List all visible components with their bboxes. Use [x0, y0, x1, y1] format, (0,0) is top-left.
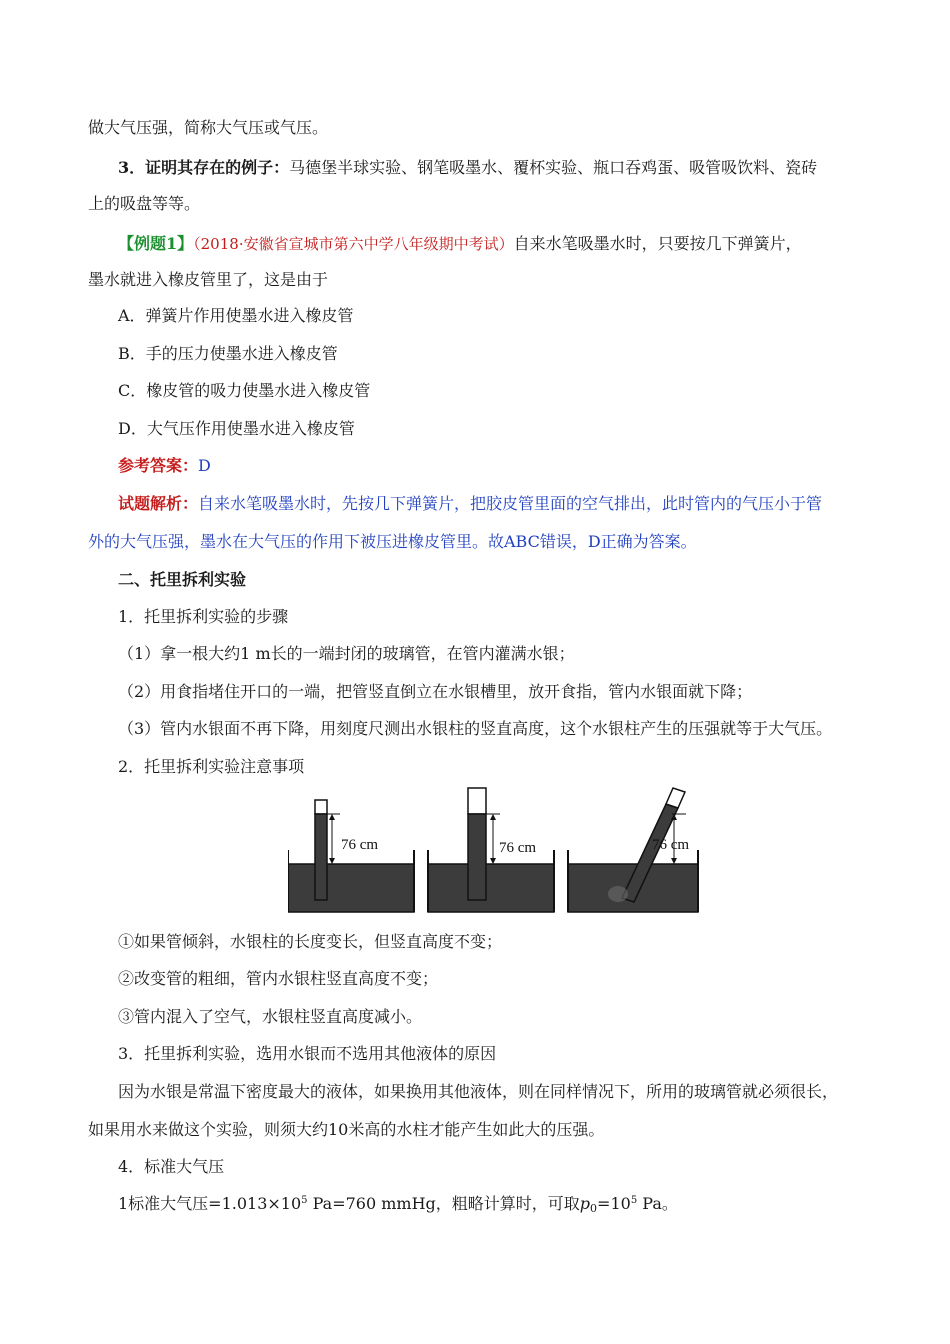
answer-value: D	[198, 456, 211, 475]
subheading: 4．标准大气压	[118, 1157, 225, 1176]
analysis-label: 试题解析：	[118, 494, 199, 513]
pressure-symbol: p	[579, 1194, 591, 1213]
option-a: A．弹簧片作用使墨水进入橡皮管	[118, 306, 354, 325]
answer	[118, 454, 211, 478]
paragraph-line: 做大气压强，简称大气压或气压。	[88, 118, 329, 137]
height-label: 76 cm	[341, 837, 379, 853]
subheading: 2．托里拆利实验注意事项	[118, 757, 305, 776]
example-source: （2018·安徽省宣城市第六中学八年级期中考试）	[193, 235, 514, 253]
example-tag: 【例题1】	[118, 234, 194, 253]
option-b: B．手的压力使墨水进入橡皮管	[118, 344, 338, 363]
formula-part: 1标准大气压=1.013×10	[118, 1194, 302, 1213]
analysis-text-line: 外的大气压强，墨水在大气压的作用下被压进橡皮管里。故ABC错误，D正确为答案。	[88, 532, 697, 551]
exponent: 5	[301, 1195, 308, 1206]
item-heading: 证明其存在的例子：	[145, 158, 290, 177]
example-text-line: 墨水就进入橡皮管里了，这是由于	[88, 270, 329, 289]
formula-part: Pa=760 mmHg，粗略计算时，可取	[307, 1194, 580, 1213]
analysis	[118, 492, 822, 516]
figure-panel-vertical	[288, 800, 414, 912]
torricelli-figure	[288, 786, 700, 914]
height-label: 76 cm	[499, 840, 537, 856]
note-2: ②改变管的粗细，管内水银柱竖直高度不变；	[118, 969, 439, 988]
option-d: D．大气压作用使墨水进入橡皮管	[118, 419, 355, 438]
height-label: 76 cm	[652, 837, 690, 853]
subscript: 0	[590, 1202, 598, 1215]
formula-part: =10	[597, 1194, 631, 1213]
paragraph-item-3	[118, 156, 817, 180]
item-number: 3．	[118, 158, 146, 177]
step-1: （1）拿一根大约1 m长的一端封闭的玻璃管，在管内灌满水银；	[118, 644, 575, 663]
example-text: 自来水笔吸墨水时，只要按几下弹簧片，	[513, 234, 802, 253]
paragraph-line: 如果用水来做这个实验，则须大约10米高的水柱才能产生如此大的压强。	[88, 1120, 605, 1139]
note-1: ①如果管倾斜，水银柱的长度变长，但竖直高度不变；	[118, 932, 503, 951]
paragraph-line: 因为水银是常温下密度最大的液体，如果换用其他液体，则在同样情况下，所用的玻璃管就必须很长，	[118, 1082, 839, 1101]
example-heading	[118, 232, 802, 256]
subheading: 1．托里拆利实验的步骤	[118, 607, 289, 626]
section-heading: 二、托里拆利实验	[118, 570, 247, 589]
item-text: 马德堡半球实验、钢笔吸墨水、覆杯实验、瓶口吞鸡蛋、吸管吸饮料、瓷砖	[289, 158, 818, 177]
analysis-text: 自来水笔吸墨水时，先按几下弹簧片，把胶皮管里面的空气排出，此时管内的气压小于管	[198, 494, 823, 513]
standard-atmosphere	[118, 1192, 678, 1216]
exponent: 5	[630, 1195, 638, 1206]
figure-panel-thick	[428, 788, 554, 912]
formula-part: Pa。	[637, 1194, 678, 1213]
answer-label: 参考答案：	[118, 456, 199, 475]
note-3: ③管内混入了空气，水银柱竖直高度减小。	[118, 1007, 423, 1026]
option-c: C．橡皮管的吸力使墨水进入橡皮管	[118, 381, 371, 400]
step-3: （3）管内水银面不再下降，用刻度尺测出水银柱的竖直高度，这个水银柱产生的压强就等于大气压。	[118, 719, 833, 738]
figure-panel-tilted	[568, 788, 698, 912]
step-2: （2）用食指堵住开口的一端，把管竖直倒立在水银槽里，放开食指，管内水银面就下降；	[118, 682, 753, 701]
subheading: 3．托里拆利实验，选用水银而不选用其他液体的原因	[118, 1044, 497, 1063]
paragraph-line: 上的吸盘等等。	[88, 194, 201, 213]
